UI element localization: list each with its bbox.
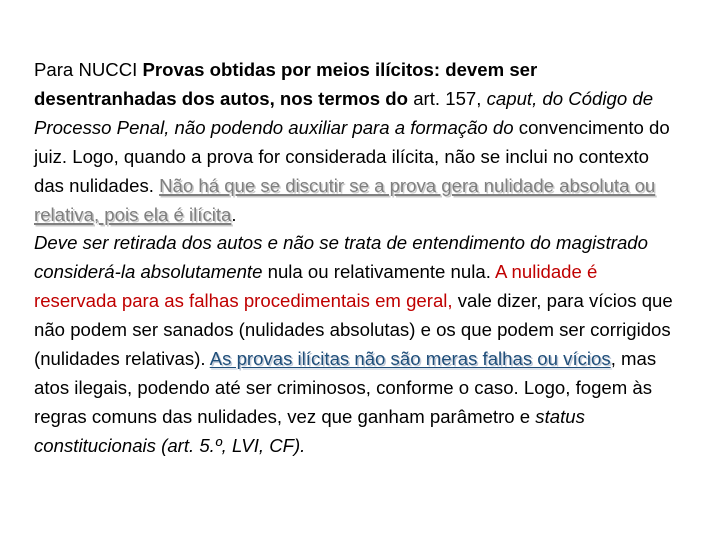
p1-bold-heading: Provas obtidas por meios ilícitos: devem ser desentranhadas dos autos, nos termos do (34, 59, 538, 109)
p2-body-2: vale dizer, para vícios que não podem ser sanados (nulidades absolutas) e os que podem ser corrigidos (nulidades relativas). (34, 290, 673, 370)
p1-body: convencimento do juiz. Logo, quando a prova for considerada ilícita, não se inclui no contexto das nulidades. (34, 116, 670, 196)
body-text (34, 56, 674, 461)
p2-blue-underlined-emphasis: As provas ilícitas não são meras falhas ou vícios (209, 348, 611, 370)
p1-underlined-emphasis: Não há que se discutir se a prova gera nulidade absoluta ou relativa, pois ela é ilícita (34, 174, 656, 225)
p1-period: . (231, 203, 237, 225)
p1-article-ref: art. 157, (408, 87, 487, 109)
p1-intro: Para NUCCI (34, 59, 143, 80)
paragraph-2 (34, 229, 674, 460)
p2-italic-opening: Deve ser retirada dos autos e não se trata de entendimento do magistrado considerá-la absolutamente (34, 232, 648, 283)
p2-italic-closing: status constitucionais (art. 5.º, LVI, CF). (34, 405, 585, 456)
p2-red-emphasis: A nulidade é reservada para as falhas procedimentais em geral, (34, 261, 598, 312)
paragraph-1 (34, 56, 674, 229)
p2-body-3: , mas atos ilegais, podendo até ser criminosos, conforme o caso. Logo, fogem às regras comuns das nulidades, vez que ganham parâmetro e (34, 348, 657, 427)
p2-body-1: nula ou relativamente nula. (262, 261, 496, 283)
p1-italic-code-ref: caput, do Código de Processo Penal, não podendo auxiliar para a formação do (34, 87, 654, 138)
